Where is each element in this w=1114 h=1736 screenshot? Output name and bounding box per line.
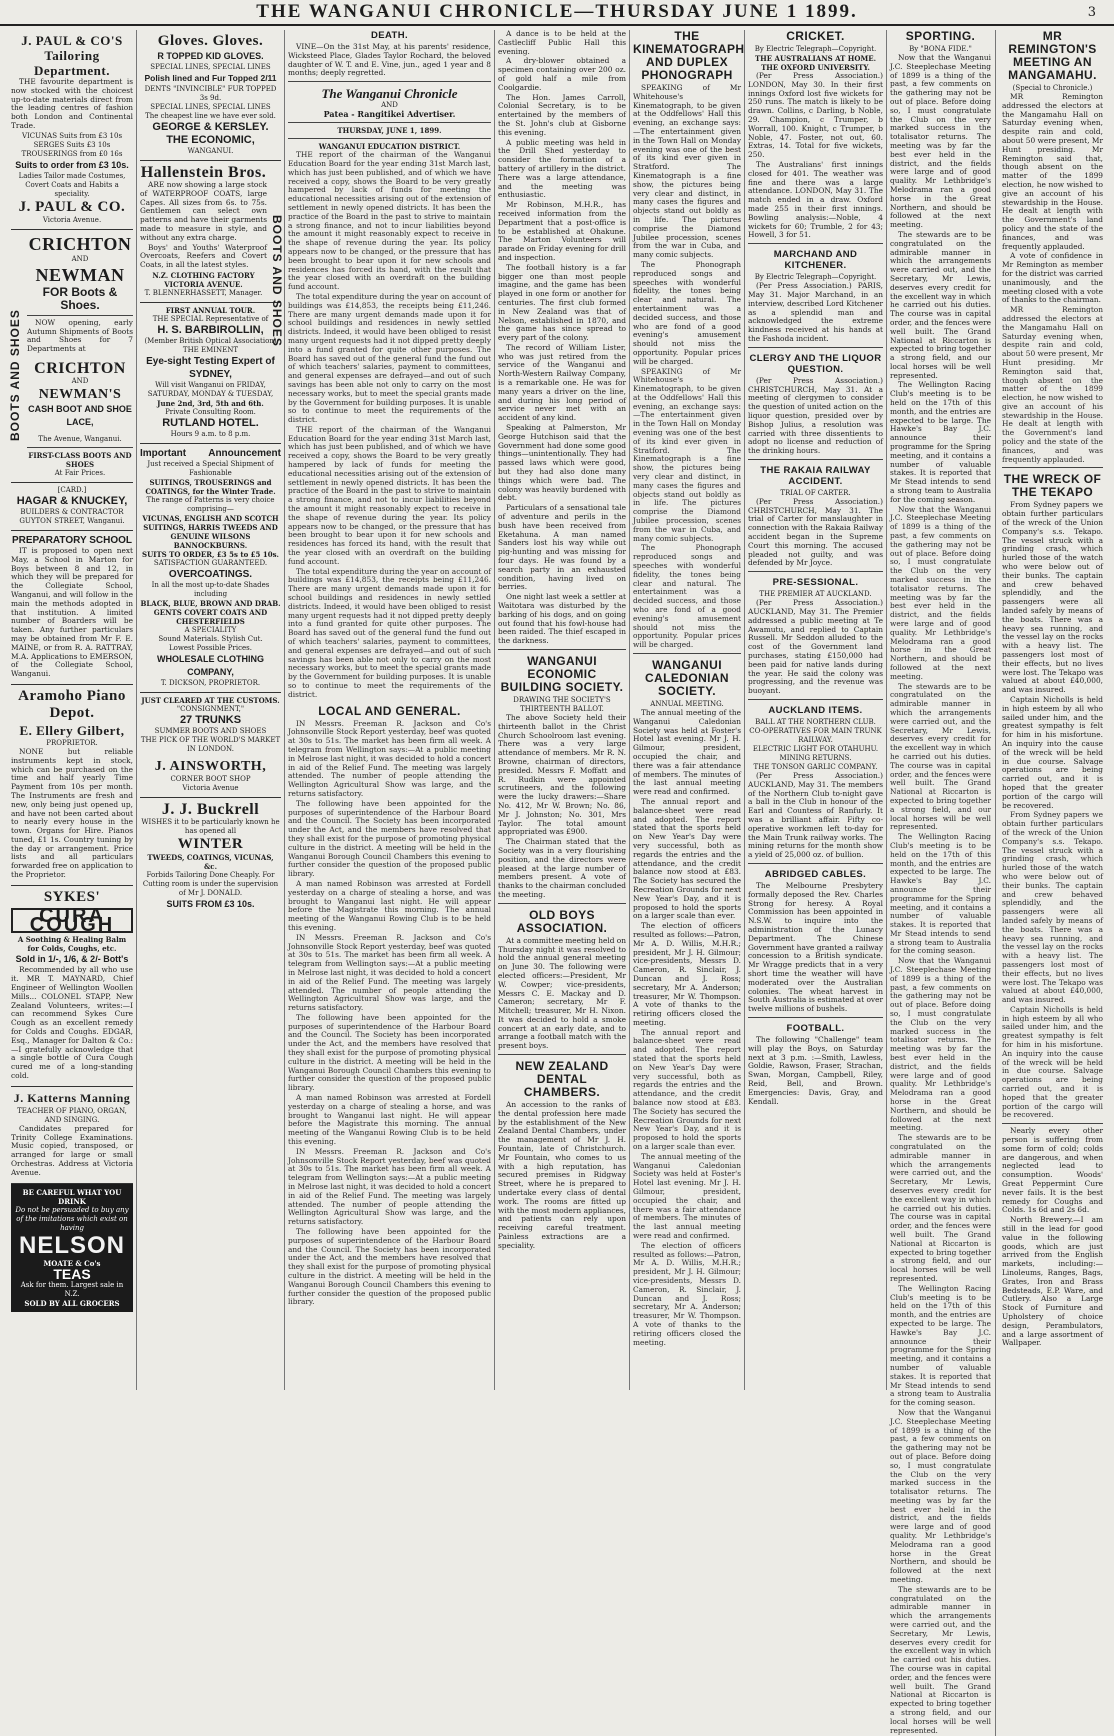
vicunas-list: VICUNAS, ENGLISH AND SCOTCH SUITINGS, HARRIS TWEEDS AND GENUINE WILSONS BANNOCKBURNS. [142,513,279,550]
consignment: "CONSIGNMENT," [176,704,245,713]
corner-location: Victoria Avenue [182,783,239,792]
paul-prices: VICUNAS Suits from £3 10s SERGES Suits £3 10s TROUSERINGS from £0 16s [21,131,123,158]
education-body-4: The total expenditure during the year on account of buildings was £14,853, the receipts being £11,246. There are many urgent demands made upon it for school buildings and residences in newly settled districts. Indeed, it would have been obliged to resist many urgent requests had it not dipped pretty deeply into a fund granted for quite other purposes. The Board has saved out of the general fund the fund out of which teachers' salaries, payment to committees, and general expenses are defrayed—and out of such savings has been able not only to carry on the most necessary works, but to meet the special grants made by the Government for building purposes. It is unable so to continue to meet the requirements of the district. [288,566,491,699]
football-body: The following "Challenge" team will play the Boys, on Saturday next at 3 p.m. :—Smith, Lawless, Goldie, Rawson, Fraser, Strachan, Swan, Morgan, Campbell, Riley, Reid, Bell, and Brown. Emergencies: Davis, Gray, and Kendall. [748,1034,883,1106]
gloves-ad [140,30,281,161]
all-shades: In all the most up-to-date Shades including [151,580,270,598]
paul-ladies: Ladies Tailor made Costumes, Covert Coats and Habits a speciality. [18,171,126,198]
tweeds-coatings: TWEEDS, COATINGS, VICUNAS, &c. [147,852,274,871]
economic-building-sub: DRAWING THE SOCIETY'S THIRTEENTH BALLOT. [513,695,611,713]
paul-signature: J. PAUL & CO. [18,198,126,215]
remington-body: MR Remington addressed the electors at the Mangamahu Hall on Saturday evening when, despite rain and cold, about 50 were present, Mr Hunt presiding. Mr Remington said that, though absent on the matter of the 1899 election, he now wished to give an account of his stewardship in the House. He dealt at length with the Government's land policy and the state of the finances, and was frequently applauded. [1002,92,1103,251]
gloves-heading: Gloves. Gloves. [157,33,264,49]
ainsworth-ad [140,693,281,798]
sporting-body: Now that the Wanganui J.C. Steeplechase Meeting of 1899 is a thing of the past, a few comments on the gathering may not be out of place. Before doing so, I must congratulate the Club on the very marked success in the totalisator returns. The meeting was by far the best ever held in the district, and the fields were large and of good quality. Mr Lethbridge's Melodrama ran a good horse in the Great Northern, and should be followed at the next meeting. [890,53,991,230]
trial-of-carter: TRIAL OF CARTER. [780,488,851,497]
masthead [0,0,1114,26]
auckland-body: (Per Press Association.) AUCKLAND, May 31. The members of the Northern Club to-night gave a ball in the Club in honour of the Earl and Countess of Ranfurly. It was a brilliant affair. Fifty co-operative workmen left to-day for the Main Trunk railway works. The mining returns for the month show a yield of 25,000 oz. of bullion. [748,771,883,860]
visit-dates: June 2nd, 3rd, 5th and 6th. [157,398,264,408]
kinematograph-body-3: SPEAKING of Mr Whitehouse's Kinematograph, to be given at the Oddfellows' Hall this evening, an exchange says:—The entertainment given in the Town Hall on Monday evening was one of the best of its kind ever given in Stratford. The Kinematograph is a fine show, the pictures being very clear and distinct, in many cases the figures and objects stand out boldly as in life. The pictures comprise the Diamond Jubilee procession, scenes from the war in Cuba, and many comic subjects. [633,366,741,543]
george-kersley: GEORGE & KERSLEY. [152,121,269,133]
overcoatings: OVERCOATINGS. [168,568,253,580]
nelson-note: Ask for them. Largest sale in N.Z. [20,1280,124,1298]
tekapo-body: From Sydney papers we obtain further particulars of the wreck of the Union Company's s.s. Tekapo. The vessel struck with a grinding crash, which hurled those of the watch who were below out of their bunks. The captain and crew behaved splendidly, and the passengers were all landed safely by means of the boats. There was a heavy sea running, and the vessel lay on the rocks with a heavy list. The passengers lost most of their effects, but no lives were lost. The Tekapo was valued at about £40,000, and was insured. [1002,500,1103,695]
clergy-body: (Per Press Association.) CHRISTCHURCH, May 31. At a meeting of clergymen to consider the question of united action on the liquor question, presided over by Bishop Julius, a resolution was carried with three dissentients to adopt no license and reduction of the drinking hours. [748,375,883,456]
sporting-body-4: Now that the Wanganui J.C. Steeplechase Meeting of 1899 is a thing of the past, a few comments on the gathering may not be out of place. Before doing so, I must congratulate the Club on the very marked success in the totalisator returns. The meeting was by far the best ever held in the district, and the fields were large and of good quality. Mr Lethbridge's Melodrama ran a good horse in the Great Northern, and should be followed at the next meeting. [890,504,991,681]
newmans-title: NEWMAN'S [38,386,122,402]
aramoho-heading: Aramoho Piano Depot. [18,687,126,721]
electric-light: ELECTRIC LIGHT FOR OTAHUHU. [752,745,879,754]
newspaper-masthead-title: THE WANGANUI CHRONICLE—THURSDAY JUNE 1 1899. [256,1,858,22]
special-representative: THE SPECIAL Representative of [152,314,269,323]
local-general-body-2: The following have been appointed for the purposes of superintendence of the Harbour Board and the Council. The Society has been incorporated under the Act, and the members have resolved that they shall exist for the purpose of promoting physical culture in the district. A meeting will be held in the Wanganui Borough Council Chambers this evening to further consider the question of the proposed public library. [288,798,491,879]
eyesight-expert: Eye-sight Testing Expert of SYDNEY, [146,355,275,380]
column-1 [8,30,136,1390]
newman-title: NEWMAN [35,264,125,285]
caledonian-body: The annual meeting of the Wanganui Caledonian Society was held at Foster's Hotel last evening. Mr J. H. Gilmour, president, occupied the chair, and there was a fair attendance of members. The minutes of the last annual meeting were read and confirmed. [633,708,741,797]
remington-heading: MR REMINGTON'S MEETING AN MANGAMAHU. [1008,29,1097,82]
guyton-street: GUYTON STREET, Wanganui. [19,516,125,525]
cura-price: Sold in 1/-, 1/6, & 2/- Bott's [15,954,129,965]
forbids-note: Forbids Tailoring Done Cheaply. For Cutting room is under the supervision of Mr J. DONALD. [142,870,279,897]
economic-location: WANGANUI. [187,147,234,155]
prep-school-heading: PREPARATORY SCHOOL [11,534,132,546]
consulting-hours: Hours 9 a.m. to 8 p.m. [170,429,251,438]
hallenstein-manager: T. BLENNERHASSETT, Manager. [144,288,263,297]
caledonian-body-2: The annual report and balance-sheet were read and adopted. The report stated that the sports held on New Year's Day were very successful, both as regards the entries and the attendance, and the credit balance now stood at £83. The Society has secured the Recreation Grounds for next New Year's Day, and it is proposed to hold the sports on a larger scale than ever. [633,796,741,921]
polish-lined: Polish lined and Fur Topped 2/11 [144,73,277,83]
speciality: A SPECIALITY [184,625,237,634]
paper-title: The Wanganui Chronicle [321,86,458,102]
sound-materials: Sound Materials. Stylish Cut. [158,634,263,643]
shipment-received: Just received a Special Shipment of Fashionable [147,459,274,477]
suitings-list: SUITINGS, TROUSERINGS and COATINGS, for the Winter Trade. [145,477,276,496]
robinson-item: Mr Robinson, M.H.R., has received information from the Department that a post-office is to be established at Ohakune. The Marton Volunteers will parade on Friday evening for drill and inspection. [498,200,626,262]
sporting-body-5: The stewards are to be congratulated on the admirable manner in which the arrangements were carried out, and the Secretary, Mr Lewis, deserves every credit for the excellent way in which he carried out his duties. The course was in capital order, and the fences were well built. The Grand National at Riccarton is expected to bring together a strong field, and our local horses will be well represented. [890,681,991,832]
cricket-sub: By Electric Telegraph—Copyright. [754,45,877,53]
local-general-body-3: A man named Robinson was arrested at Fordell yesterday on a charge of stealing a horse, and was brought to Wanganui last night. He will appear before the Magistrate this morning. The annual meeting of the Wanganui Rowing Club is to be held this evening. [288,878,491,932]
hutchison-item: Speaking at Palmerston, Mr George Hutchison said that the Government had done some good things—unintentionally. They had passed laws which were good, but they had also done many things which were bad. The colony was heavily burdened with debt. [498,423,626,503]
local-general-body-5: The following have been appointed for the purposes of superintendence of the Harbour Board and the Council. The Society has been incorporated under the Act, and the members have resolved that they shall exist for the purpose of promoting physical culture in the district. A meeting will be held in the Wanganui Borough Council Chambers this evening to further consider the question of the proposed public library. [288,1012,491,1093]
column-7 [886,29,1106,1735]
sporting-byline: By "BONA FIDE." [909,45,972,53]
nelson-moate-tea-ad [11,1184,133,1312]
announcement-header [140,447,281,460]
pre-sessional-heading: PRE-SESSIONAL. [772,577,859,589]
wholesale-clothing: WHOLESALE CLOTHING COMPANY, [157,653,264,677]
sporting-heading: SPORTING. [905,29,976,43]
caledonian-body-4: The annual report and balance-sheet were read and adopted. The report stated that the sports held on New Year's Day were very successful, both as regards the entries and the attendance, and the credit balance now stood at £83. The Society has secured the Recreation Grounds for next New Year's Day, and it is proposed to hold the sports on a larger scale than ever. [633,1027,741,1152]
dental-chambers-heading: NEW ZEALAND DENTAL CHAMBERS. [515,1059,609,1100]
page-number-left [18,5,48,20]
katterns-body: Candidates prepared for Trinity College Examinations. Music copied, transposed, or arranged for large or small Orchestras. Address at Victoria Avenue. [11,1123,133,1177]
australians-at-home: THE AUSTRALIANS AT HOME. [754,54,877,63]
page-number: 3 [1087,4,1096,20]
lowest-prices: Lowest Possible Prices. [169,643,252,652]
avenue-address: The Avenue, Wanganui. [38,434,122,443]
football-heading: FOOTBALL. [786,1022,845,1034]
private-room: Private Consulting Room. [165,407,256,416]
proprietor-label: PROPRIETOR. [46,738,98,747]
economic-building-body: The above Society held their thirteenth ballot in the Christ Church Schoolroom last evening. There was a very large attendance of members. Mr R. N. Browne, chairman of directors, presided. Messrs F. Moffatt and R. Rudkin were appointed scrutineers, and the following were the lucky drawers:—Share No. 412, Mr W. Brown; No. 86, Mr J. Johnston; No. 301, Mrs Taylor. The total amount appropriated was £900. [498,712,626,837]
range-of-patterns: The range of Patterns is very choice comprising— [146,495,275,513]
education-body: THE report of the chairman of the Wanganui Education Board for the year ending 31st March last, which has just been published, and of which we have received a copy, shows the Board to be very greatly hampered by lack of funds for meeting the educational necessities arising out of the extension of settlement in newly opened districts. It has been the practice of the Board in the past to strive to maintain a strong finance, and not to incur liabilities beyond the amount it might reasonably expect to receive in the shape of revenue during the year. Its policy appears now to be changed, or the pressure that has been brought to bear upon it for new schools and residences has forced its hand, with the result that the year closed with an overdraft on the building fund account. [288,150,491,292]
marchand-body: (Per Press Association.) PARIS, May 31. Major Marchand, in an interview, described Lord Kitchener as a splendid man and acknowledged the extreme kindness received at his hands at the Fashoda incident. [748,281,883,343]
hallenstein-body: ARE now showing a large stock of WATERPROOF COATS, large Capes. All sizes from 6s. to 75s. Gentlemen can select own patterns and have their garments made to measure in style, and without any extra charge. [140,180,267,242]
hagar-knuckey-card [11,483,133,531]
summer-boots: SUMMER BOOTS AND SHOES [154,726,267,735]
preparatory-school-notice [11,531,133,685]
aramoho-piano-ad [11,685,133,886]
at-fair-prices: At Fair Prices. [54,468,106,477]
death-notice: VINE—On the 31st May, at his parents' residence, Wicksteed Place, Glades Taylor Rochard, the beloved daughter of W. T. and E. Vine, jun., aged 1 year and 8 months; deeply regretted. [288,42,491,78]
optical-association: (Member British Optical Association) THE EMINENT [144,336,277,354]
the-economic: THE ECONOMIC, [166,134,255,146]
meeting-item: A public meeting was held in the Drill Shed yesterday to consider the formation of a battery of artillery in the district. There was a large attendance, and the meeting was enthusiastic. [498,137,626,200]
local-general-body-6: A man named Robinson was arrested at Fordell yesterday on a charge of stealing a horse, and was brought to Wanganui last night. He will appear before the Magistrate this morning. The annual meeting of the Wanganui Rowing Club is to be held this evening. [288,1093,491,1147]
crichton-title-2: CRICHTON [34,359,126,377]
will-visit: Will visit Wanganui on FRIDAY, SATURDAY, MONDAY & TUESDAY, [147,380,274,398]
crichton-body: NOW opening, early Autumn Shipments of Boots and Shoes for 7 Departments at [27,317,133,354]
cricket-body-2: The Australians' first innings closed for 401. The weather was fine and there was a large attendance. LONDON, May 31. The match ended in a draw. Oxford made 255 in their first innings. Bowling analysis:—Noble, 4 wickets for 60; Trumble, 2 for 43; Howell, 3 for 51. [748,159,883,240]
sporting-body-6: The Wellington Racing Club's meeting is to be held on the 17th of this month, and the entries are expected to be large. The Hawke's Bay J.C. announce their programme for the Spring meeting, and it contains a number of valuable stakes. It is reported that Mr Stead intends to send a strong team to Australia for the coming season. [890,832,991,956]
premier-at-auckland: THE PREMIER AT AUCKLAND. [759,590,872,599]
caledonian-annual: ANNUAL MEETING. [650,700,724,708]
economic-building-body-2: The Chairman stated that the Society was in a very flourishing position, and the directors were pleased at the large number of members present. A vote of thanks to the chairman concluded the meeting. [498,837,626,899]
old-boys-heading: OLD BOYS ASSOCIATION. [516,907,608,935]
rakaia-heading: THE RAKAIA RAILWAY ACCIDENT. [760,464,871,487]
education-body-3: THE report of the chairman of the Wanganui Education Board for the year ending 31st March last, which has just been published, and of which we have received a copy, shows the Board to be very greatly hampered by lack of funds for meeting the educational necessities arising out of the extension of settlement in newly opened districts. It has been the practice of the Board in the past to strive to maintain a strong finance, and not to incur liabilities beyond the amount it might reasonably expect to receive in the shape of revenue during the year. Its policy appears now to be changed, or the pressure that has been brought to bear upon it for new schools and residences has forced its hand, with the result that the year closed with an overdraft on the building fund account. [288,424,491,566]
abridged-cables-body: The Melbourne Presbytery formally deposed the Rev. Charles Strong for heresy. A Royal Commission has been appointed in N.S.W. to inquire into the administration of the Lunacy Department. The Chinese Government have granted a railway concession to a British syndicate. Mr Wragge predicts that in a very short time the weather will have moderated over the Australian colonies. The wheat harvest in South Australia is estimated at over twelve millions of bushels. [748,881,883,1014]
sporting-section [890,30,996,1736]
sporting-body-8: The stewards are to be congratulated on the admirable manner in which the arrangements were carried out, and the Secretary, Mr Lewis, deserves every credit for the excellent way in which he carried out his duties. The course was in capital order, and the fences were well built. The Grand National at Riccarton is expected to bring together a strong field, and our local horses will be well represented. [890,1133,991,1283]
announcement-label: Announcement [208,447,281,459]
hagar-knuckey-name: HAGAR & KNUCKEY, [16,494,128,507]
education-body-2: The total expenditure during the year on account of buildings was £14,853, the receipts being £11,246. There are many urgent demands made upon it for school buildings and residences in newly settled districts. Indeed, it would have been obliged to resist many urgent requests had it not dipped pretty deeply into a fund granted for quite other purposes. The Board has saved out of the general fund the fund out of which teachers' salaries, payment to committees, and general expenses are defrayed—and out of such savings has been able not only to carry on the most necessary works, but to meet the special grants made by the Government for building purposes. It is unable so to continue to meet the requirements of the district. [288,291,491,425]
death-heading: DEATH. [370,30,409,41]
satisfaction-guaranteed: SATISFACTION GUARANTEED. [153,558,268,567]
rakaia-body: (Per Press Association.) CHRISTCHURCH, May 31. The trial of Carter for manslaughter in connection with the Rakaia Railway accident began in the Supreme Court this morning. The accused pleaded not guilty, and was defended by Mr Joyce. [748,496,883,568]
nelson-brand: NELSON [18,1231,125,1259]
waitotara-item: One night last week a settler at Waitotara was disturbed by the barking of his dogs, and on going out found that his fowl-house had been raided. The thief escaped in the darkness. [498,592,626,646]
buckrell-wishes: WISHES it to be particularly known he has opened all [141,817,280,835]
cura-subheading: A Soothing & Healing Balm for Colds, Coughs, etc. [17,935,127,954]
buckrell-ad [140,798,281,915]
tailoring-announcement-ad [140,444,281,693]
tekapo-body-4: Captain Nicholls is held in high esteem by all who sailed under him, and the greatest sympathy is felt for him in his misfortune. An inquiry into the cause of the wreck will be held in due course. Salvage operations are being carried out, and it is hoped that the greater portion of the cargo will be recovered. [1002,1004,1103,1120]
kinematograph-body: SPEAKING of Mr Whitehouse's Kinematograph, to be given at the Oddfellows' Hall this evening, an exchange says:—The entertainment given in the Town Hall on Monday evening was one of the best of its kind ever given in Stratford. The Kinematograph is a fine show, the pictures being very clear and distinct, in many cases the figures and objects stand out boldly as in life. The pictures comprise the Diamond Jubilee procession, scenes from the war in Cuba, and many comic subjects. [633,83,741,260]
marchand-heading: MARCHAND AND KITCHENER. [773,249,858,272]
auckland-items-heading: AUCKLAND ITEMS. [768,705,863,717]
builders-label: BUILDERS & CONTRACTOR [20,507,124,516]
nelson-teas: TEAS [53,1265,91,1282]
prep-school-body: IT is proposed to open next May, a School in Marton for Boys between 8 and 12, in which they will be prepared for the Collegiate School, Wanganui, and will follow in the main the methods adopted in that institution. A limited number of Boarders will be taken. Any further particulars may be obtained from Mr F. E. MAINE, or from R. A. RATTRAY, M.A. Applications to EMERSON, of the Collegiate School, Wanganui. [11,545,133,679]
nelson-sold: SOLD BY ALL GROCERS [24,1298,120,1308]
boots-shoes-vertical-label: BOOTS AND SHOES [8,308,22,441]
mining-returns: MINING RETURNS. [779,754,852,763]
rutland-hotel: RUTLAND HOTEL. [162,416,259,429]
paul-heading: J. PAUL & CO'S Tailoring Department. [21,33,123,78]
tekapo-heading: THE WRECK OF THE TEKAPO [1003,472,1102,500]
remington-body-3: MR Remington addressed the electors at the Mangamahu Hall on Saturday evening when, despite rain and cold, about 50 were present, Mr Hunt presiding. Mr Remington said that, though absent on the matter of the 1899 election, he now wished to give an account of his stewardship in the House. He dealt at length with the Government's land policy and the state of the finances, and was frequently applauded. [1002,305,1103,464]
corner-boot-shop: CORNER BOOT SHOP [170,774,251,783]
gilbert-body: NONE but reliable instruments kept in stock, which can be purchased on the time and half yearly Time Payment from 10s per month. The Instruments are fresh and new, only being just opened up, and have not been carted about to nearly every house in the town. Organs for Hire. Pianos tuned, £1 1s. Country tuning by the day or arrangement. Price lists and all particulars forwarded free on application to the Proprietor. [11,746,133,880]
cricket-heading: CRICKET. [786,29,845,43]
kinematograph-heading: THE KINEMATOGRAPH AND DUPLEX PHONOGRAPH [633,29,745,82]
oxford-university: THE OXFORD UNIVERSITY. [761,63,870,72]
sporting-body-7: Now that the Wanganui J.C. Steeplechase Meeting of 1899 is a thing of the past, a few comments on the gathering may not be out of place. Before doing so, I must congratulate the Club on the very marked success in the totalisator returns. The meeting was by far the best ever held in the district, and the fields were large and of good quality. Mr Lethbridge's Melodrama ran a good horse in the Great Northern, and should be followed at the next meeting. [890,956,991,1133]
first-annual-tour: FIRST ANNUAL TOUR. [165,305,256,315]
moate-brand: MOATE & Co's [43,1258,101,1268]
katterns-subheading: TEACHER OF PIANO, ORGAN, AND SINGING. [17,1106,127,1124]
nelson-warning-top: BE CAREFUL WHAT YOU DRINK [22,1187,122,1206]
column-2 [136,30,284,1390]
boots-shoes-vertical-right: BOOTS AND SHOES [270,215,284,347]
sykes-cura-cough-ad [11,886,133,1087]
katterns-name: J. Katterns Manning [13,1090,131,1105]
dance-item: A dance is to be held at the Castlecliff Public Hall this evening. [498,29,626,56]
gilbert-name: E. Ellery Gilbert, [19,722,125,738]
sporting-body-9: The Wellington Racing Club's meeting is to be held on the 17th of this month, and the entries are expected to be large. The Hawke's Bay J.C. announce their programme for the Spring meeting, and it contains a number of valuable stakes. It is reported that Mr Stead intends to send a strong team to Australia for the coming season. [890,1283,991,1408]
paul-location: Victoria Avenue. [42,215,102,224]
for-boots-shoes: FOR Boots & Shoes. [42,284,118,312]
caledonian-body-6: The election of officers resulted as follows:—Patron, Mr A. D. Willis, M.H.R.; president, Mr J. H. Gilmour; vice-presidents, Messrs D. Cameron, R. Sinclair, J. Duncan and J. Ross; secretary, Mr A. Anderson; treasurer, Mr W. Thompson. A vote of thanks to the retiring officers closed the meeting. [633,1240,741,1347]
dental-chambers-body: An accession to the ranks of the dental profession here made by the establishment of the New Zealand Dental Chambers, under the management of Mr J. H. Fountain, late of Christchurch. Mr Fountain, who comes to us with a high reputation, has secured premises in Ridgway Street, where he is prepared to undertake every class of dental work. The rooms are fitted up with the most modern appliances, and patients can rely upon receiving careful treatment. Painless extractions are a speciality. [498,1100,626,1250]
drought-item: A dry-blower obtained a specimen containing over 200 oz. of gold half a mile from Coolgardie. [498,56,626,92]
remington-body-2: A vote of confidence in Mr Remington as member for the district was carried unanimously, and the meeting closed with a vote of thanks to the chairman. [1002,251,1103,305]
gents-coats: GENTS COVERT COATS AND CHESTERFIELDS [153,607,268,626]
paper-and: AND [381,101,398,110]
local-general-body: IN Messrs. Freeman R. Jackson and Co's Johnsonville Stock Report yesterday, beef was quoted at 30s to 51s. The market has been firm all week. A telegram from Wellington says:—At a public meeting in Melrose last night, it was decided to hold a concert in aid of the Relief Fund. The meeting was largely attended. The number of people attending the Wellington Agricultural Show was large, and the returns satisfactory. [288,718,491,798]
marchand-sub: By Electric Telegraph—Copyright. [754,273,877,282]
old-boys-body: At a committee meeting held on Thursday night it was resolved to hold the annual general meeting on June 30. The following were elected officers:—President, Mr W. Cowper; vice-presidents, Messrs C. E. Mackay and D. Cameron; secretary, Mr F. Mitchell; treasurer, Mr H. Nixon. It was decided to hold a smoke concert at an early date, and to arrange a football match with the present boys. [498,935,627,1051]
football-item: The football history is a far bigger one than most people imagine, and the game has been played in one form or another for centuries. The first club formed in New Zealand was that of Nelson, established in 1870, and the game has since spread to every part of the colony. [498,262,626,343]
winter-heading: WINTER [177,835,244,852]
tekapo-body-3: From Sydney papers we obtain further particulars of the wreck of the Union Company's s.s. Tekapo. The vessel struck with a grinding crash, which hurled those of the watch who were below out of their bunks. The captain and crew behaved splendidly, and the passengers were all landed safely by means of the boats. There was a heavy sea running, and the vessel lay on the rocks with a heavy list. The passengers lost most of their effects, but no lives were lost. The Tekapo was valued at about £40,000, and was insured. [1002,810,1103,1005]
column-7-top [890,30,1103,1736]
caledonian-heading: WANGANUI CALEDONIAN SOCIETY. [645,658,729,698]
crichton-title: CRICHTON [28,233,132,254]
cheapest-line: The cheapest line we have ever sold. [145,112,276,120]
column-4 [494,30,629,1390]
pick-of-market: THE PICK OF THE WORLD'S MARKET IN LONDON. [140,735,281,753]
education-heading: WANGANUI EDUCATION DISTRICT. [318,142,461,152]
special-lines-2: SPECIAL LINES, SPECIAL LINES [150,103,271,111]
column-6 [744,30,886,1390]
buckrell-name: J. J. Buckrell [161,800,260,818]
tekapo-body-2: Captain Nicholls is held in high esteem by all who sailed under him, and the greatest sympathy is felt for him in his misfortune. An inquiry into the cause of the wreck will be held in due course. Salvage operations are being carried out, and it is hoped that the greater portion of the cargo will be recovered. [1002,695,1103,810]
katterns-manning-ad [11,1087,133,1184]
caledonian-body-5: The annual meeting of the Wanganui Caledonian Society was held at Foster's Hotel last evening. Mr J. H. Gilmour, president, occupied the chair, and there was a fair attendance of members. The minutes of the last annual meeting were read and confirmed. [633,1151,741,1241]
tonson-garlic: THE TONSON GARLIC COMPANY. [753,763,878,772]
medicine-ad: Nearly every other person is suffering from some form of cold; colds are dangerous, and when neglected lead to consumption. Woods' Great Peppermint Cure never fails. It is the best remedy for Coughs and Colds. 1s 6d and 2s 6d. [1002,1126,1103,1215]
nz-clothing-factory: N.Z. CLOTHING FACTORY VICTORIA AVENUE. [152,270,255,289]
important-label: Important [140,447,187,459]
northern-club-ball: BALL AT THE NORTHERN CLUB. [755,718,876,727]
clergy-heading: CLERGY AND THE LIQUOR QUESTION. [749,352,882,375]
economic-building-heading: WANGANUI ECONOMIC BUILDING SOCIETY. [500,653,624,694]
local-general-body-7: IN Messrs. Freeman R. Jackson and Co's Johnsonville Stock Report yesterday, beef was quoted at 30s to 51s. The market has been firm all week. A telegram from Wellington says:—At a public meeting in Melrose last night, it was decided to hold a concert in aid of the Relief Fund. The meeting was largely attended. The number of people attending the Wellington Agricultural Show was large, and the returns satisfactory. [288,1146,491,1227]
remington-section [1002,30,1103,1736]
column-3 [284,30,494,1390]
sykes-heading: SYKES' [43,888,101,905]
local-general-body-4: IN Messrs. Freeman R. Jackson and Co's Johnsonville Stock Report yesterday, beef was quoted at 30s to 51s. The market has been firm all week. A telegram from Wellington says:—At a public meeting in Melrose last night, it was decided to hold a concert in aid of the Relief Fund. The meeting was largely attended. The number of people attending the Wellington Agricultural Show was large, and the returns satisfactory. [288,932,491,1013]
sporting-body-10: Now that the Wanganui J.C. Steeplechase Meeting of 1899 is a thing of the past, a few comments on the gathering may not be out of place. Before doing so, I must congratulate the Club on the very marked success in the totalisator returns. The meeting was by far the best ever held in the district, and the fields were large and of good quality. Mr Lethbridge's Melodrama ran a good horse in the Great Northern, and should be followed at the next meeting. [890,1407,991,1585]
lister-item: The record of William Lister, who was just retired from the service of the Wanganui and North-Western Railway Company, is a remarkable one. He was for many years a driver on the line, and during his long period of service never met with an accident of any kind. [498,342,626,423]
and-word: AND [71,254,89,263]
kinematograph-body-4: The Phonograph reproduced songs and speeches with wonderful fidelity, the tones being clear and natural. The entertainment was a decided success, and those who are fond of a good evening's amusement should not miss the opportunity. Popular prices will be charged. [633,543,741,650]
ainsworth-name: J. AINSWORTH, [154,758,267,774]
hallenstein-body-2: Boys' and Youths' Waterproof Overcoats, Reefers and Covert Coats, in all the latest styles. [140,242,267,270]
trunks-count: 27 TRUNKS [179,713,242,726]
paul-body: THE favourite department is now stocked with the choicest up-to-date materials direct from the leading centres of fashion both London and Continental Trade. [11,77,133,130]
premier-body: (Per Press Association.) AUCKLAND, May 31. The Premier addressed a public meeting at Te Awamutu, and replied to Captain Russell. Mr Seddon alluded to the cost of the Government land purchases, stating £150,000 had been paid for native lands during the year. He said the colony was progressing, and the revenue was buoyant. [748,598,883,696]
dickson-proprietor: T. DICKSON, PROPRIETOR. [160,678,261,687]
paul-tailoring-ad [11,30,133,230]
special-lines-1: SPECIAL LINES, SPECIAL LINES [150,63,271,71]
column-5 [629,30,744,1390]
barbirollin-name: H. S. BARBIROLLIN, [157,323,264,336]
remington-sub: (Special to Chronicle.) [1012,84,1093,92]
cooperatives-railway: CO-OPERATIVES FOR MAIN TRUNK RAILWAY. [749,727,882,745]
crichton-newman-ad [8,230,133,483]
paul-suits: Suits to order from £3 10s. [15,159,129,170]
sporting-body-2: The stewards are to be congratulated on the admirable manner in which the arrangements were carried out, and the Secretary, Mr Lewis, deserves every credit for the excellent way in which he carried out his duties. The course was in capital order, and the fences were well built. The Grand National at Riccarton is expected to bring together a strong field, and our local horses will be well represented. [890,229,991,380]
kinematograph-body-2: The Phonograph reproduced songs and speeches with wonderful fidelity, the tones being clear and natural. The entertainment was a decided success, and those who are fond of a good evening's amusement should not miss the opportunity. Popular prices will be charged. [633,259,741,366]
cricket-body: (Per Press Association.) LONDON, May 30. In their first innings Oxford lost five wickets for 250 runs. The match is likely to be drawn. Collins, c Darling, b Noble, 29. Champion, c Trumper, b Worrall, 100. Knight, c Trumper, b Noble, 47. Foster, not out, 60. Extras, 14. Total for five wickets, 250. [748,71,883,160]
topped-kid-gloves: R TOPPED KID GLOVES. [157,51,264,61]
dents-invincible: DENTS "INVINCIBLE" FUR TOPPED 3s 9d. [144,85,277,102]
patea-advertiser: Patea - Rangitikei Advertiser. [323,109,456,120]
sporting-body-3: The Wellington Racing Club's meeting is to be held on the 17th of this month, and the entries are expected to be large. The Hawke's Bay J.C. announce their programme for the Spring meeting, and it contains a number of valuable stakes. It is reported that Mr Stead intends to send a strong team to Australia for the coming season. [890,380,991,504]
local-general-body-8: The following have been appointed for the purposes of superintendence of the Harbour Board and the Council. The Society has been incorporated under the Act, and the members have resolved that they shall exist for the purpose of promoting physical culture in the district. A meeting will be held in the Wanganui Borough Council Chambers this evening to further consider the question of the proposed public library. [288,1227,491,1307]
cash-boot-shoe: CASH BOOT AND SHOE LACE, [28,403,132,427]
card-label: [CARD.] [57,485,87,494]
and-word-2: AND [71,376,89,385]
local-general-heading: LOCAL AND GENERAL. [318,703,461,718]
first-class-boots: FIRST-CLASS BOOTS AND SHOES [28,450,132,469]
nelson-warning: Do not be persuaded to buy any of the imitations which exist on having [15,1205,129,1232]
suits-to-order: SUITS TO ORDER, £3 5s to £5 10s. [142,549,279,559]
issue-date: THURSDAY, JUNE 1, 1899. [337,126,442,136]
caledonian-body-3: The election of officers resulted as follows:—Patron, Mr A. D. Willis, M.H.R.; president, Mr J. H. Gilmour; vice-presidents, Messrs D. Cameron, R. Sinclair, J. Duncan and J. Ross; secretary, Mr A. Anderson; treasurer, Mr W. Thompson. A vote of thanks to the retiring officers closed the meeting. [633,921,741,1027]
just-cleared: JUST CLEARED AT THE CUSTOMS. [141,695,280,705]
carroll-item: The Hon. James Carroll, Colonial Secretary, is to be entertained by the members of the St. John's club at Gisborne this evening. [498,92,626,137]
sporting-body-11: The stewards are to be congratulated on the admirable manner in which the arrangements were carried out, and the Secretary, Mr Lewis, deserves every credit for the excellent way in which he carried out his duties. The course was in capital order, and the fences were well built. The Grand National at Riccarton is expected to bring together a strong field, and our local horses will be well represented. [890,1584,991,1735]
ironmonger-ad: North Brewery.—I am still in the lead for good value in the following goods, which are just arrived from the English markets, including:—Linoleums, Ranges, Bags, Grates, Iron and Brass Bedsteads, E.P. Ware, and Cutlery. Also a Large Stock of Furniture and Upholstery of choice design, Perambulators, and a large assortment of Wallpaper. [1002,1215,1103,1348]
cura-testimonials: Recommended by all who use it. MR T. MAYNARD, Chief Engineer of Wellington Woollen Mills... COLONEL STAPP, New Zealand Volunteers, writes:—I can recommend Sykes Cure Cough as an excellent remedy for Colds and Coughs. EDGAR, Esq., Manager for Dalton & Co.:—I gratefully acknowledge that a single bottle of Cura Cough cured me of a long-standing cold. [11,965,133,1081]
shade-colors: BLACK, BLUE, BROWN AND DRAB. [140,598,281,608]
adventure-item: Particulars of a sensational tale of adventure and perils in the bush have been received from Eketahuna. A man named Sanders lost his way while out pig-hunting and was missing for four days. He was found by a search party in an exhausted condition, having lived on berries. [498,503,626,592]
optical-tour-ad [140,303,281,444]
hallenstein-heading: Hallenstein Bros. [140,164,267,181]
cura-cough-heading: CURA COUGH [11,908,133,934]
abridged-cables-heading: ABRIDGED CABLES. [764,869,867,880]
suits-from: SUITS FROM £3 10s. [166,898,255,909]
